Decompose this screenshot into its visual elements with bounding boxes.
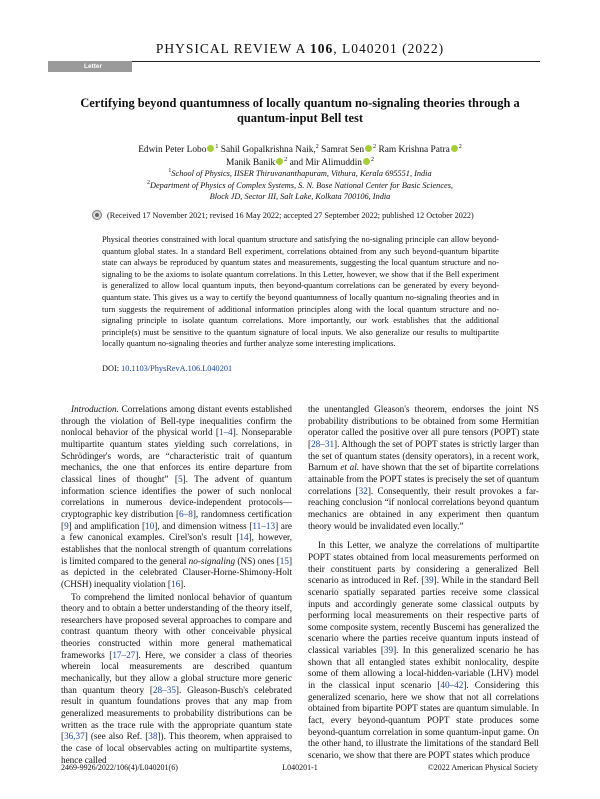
author-name[interactable]: Manik Banik <box>226 157 276 168</box>
author-name[interactable]: Sahil Gopalkrishna Naik, <box>220 145 316 155</box>
reference-link[interactable]: 36,37 <box>64 731 85 742</box>
orcid-icon[interactable] <box>276 158 283 165</box>
doi-line <box>102 364 232 373</box>
letter-badge: Letter <box>48 61 132 72</box>
author-name[interactable]: Samrat Sen <box>321 145 365 155</box>
affiliations: $^1$School of Physics, IISER Thiruvananthapuram, Vithura, Kerala 695551, India $^2$Department of Physics of Complex Systems, S. N. Bose National Center for Basic Sciences, Block JD, Sector III, Salt Lake, Kolkata 700106, India <box>146 168 454 201</box>
body-left-column <box>61 404 292 766</box>
orcid-icon[interactable] <box>451 145 458 152</box>
reference-link[interactable]: 11–13 <box>252 520 276 531</box>
author-name[interactable]: Mir Alimuddin <box>305 157 362 168</box>
reference-link[interactable]: 6–8 <box>179 508 193 519</box>
reference-link[interactable]: 17–27 <box>112 649 136 660</box>
affiliation-2: Department of Physics of Complex Systems, S. N. Bose National Center for Basic Sciences, <box>149 180 454 190</box>
reference-link[interactable]: 5 <box>177 473 183 484</box>
reference-link[interactable]: 32 <box>358 485 368 496</box>
received-dates: (Received 17 November 2021; revised 16 May 2022; accepted 27 September 2022; published 12 October 2022) <box>107 211 474 220</box>
reference-link[interactable]: 15 <box>279 555 289 566</box>
journal-volume: 106 <box>310 41 334 56</box>
orcid-icon[interactable] <box>365 145 372 152</box>
reference-link[interactable]: 28–31 <box>311 438 335 449</box>
author-name[interactable]: Ram Krishna Patra <box>378 145 450 155</box>
journal-name: PHYSICAL REVIEW A <box>155 41 306 56</box>
paragraph: the unentangled Gleason's theorem, endorses the joint NS probability distributions to be obtained from some Hermitian operator called the positive over all pure tensors (POPT) state [28–31]. Although the set of POPT states is strictly larger than the set of quantum states (density operators), in a recent work, Barnum et al. have shown that the set of bipartite correlations attainable from the POPT states is precisely the set of quantum correlations [32]. Consequently, their result provokes a far-reaching conclusion “if nonlocal correlations beyond quantum mechanics are obtained in any experiment then quantum theory would be invalidated even locally.” <box>308 404 539 531</box>
paragraph: To comprehend the limited nonlocal behavior of quantum theory and to obtain a better understanding of the theory itself, researchers have proposed several approaches to compare and contrast quantum theory with other conceivable physical theories constructed within more general mathematical frameworks [17–27]. Here, we consider a class of theories wherein local measurements are described quantum mechanically, but they allow a global structure more generic than quantum theory [28–35]. Gleason-Busch's celebrated result in quantum foundations proves that any map from generalized measurements to probability distributions can be written as the trace rule with the appropriate quantum state [36,37] (see also Ref. [38]). This theorem, when appraised to the case of local observables acting on multipartite systems, hence called <box>61 591 292 765</box>
reference-link[interactable]: 10 <box>145 520 155 531</box>
doi-link[interactable]: 10.1103/PhysRevA.106.L040201 <box>121 364 233 373</box>
paragraph: In this Letter, we analyze the correlations of multipartite POPT states obtained from local measurements performed on their constituent parts by considering a generalized Bell scenario as introduced in Ref. [39]. While in the standard Bell scenario spatially separated parties receive some classical inputs and accordingly generate some classical outputs by performing local measurements on their respective parts of some composite system, recently Buscemi has generalized the scenario where the parties receive quantum inputs instead of classical variables [39]. In this generalized scenario he has shown that all entangled states exhibit nonlocality, despite some of them allowing a local-hidden-variable (LHV) model in the classical input scenario [40–42]. Considering this generalized scenario, here we show that not all correlations obtained from bipartite POPT states are quantum simulable. In fact, every beyond-quantum POPT state produces some beyond-quantum correlation in some quantum-input game. On the other hand, to illustrate the limitations of the standard Bell scenario, we show that there are POPT states which produce <box>308 540 539 761</box>
doi-label: DOI: <box>102 364 120 373</box>
paragraph: Introduction. Correlations among distant events established through the violation of Bell-type inequalities confirm the nonlocal behavior of the physical world [1–4]. Nonseparable multipartite quantum states yielding such correlations, in Schrödinger's words, are “characteristic trait of quantum mechanics, the one that enforces its entire departure from classical lines of thought” [5]. The advent of quantum information science identifies the power of such nonlocal correlations in numerous device-independent protocols—cryptographic key distribution [6–8], randomness certification [9] and amplification [10], and dimension witness [11–13] are a few canonical examples. Cirel'son's result [14], however, establishes that the nonlocal strength of quantum correlations is limited compared to the general no-signaling (NS) ones [15] as depicted in the celebrated Clauser-Horne-Shimony-Holt (CHSH) inequality violation [16]. <box>61 404 293 589</box>
reference-link[interactable]: 14 <box>239 532 249 543</box>
abstract: Physical theories constrained with local quantum structure and satisfying the no-signaling principle can allow beyond-quantum global states. In a standard Bell experiment, correlations obtained from any such beyond-quantum bipartite state can always be reproduced by quantum states and measurements, suggesting the local quantum structure and no-signaling to be the axioms to isolate quantum correlations. In this Letter, however, we show that if the Bell experiment is generalized to allow local quantum inputs, then beyond-quantum correlations can be generated by every beyond-quantum state. This gives us a way to certify the beyond quantumness of locally quantum no-signaling theories and in turn suggests the requirement of additional information principles along with the local quantum structure and no-signaling principle to isolate quantum correlations. More importantly, our work establishes that the additional principle(s) must be sensitive to the quantum signature of local inputs. We also generalize our results to multipartite locally quantum no-signaling theories and further analyze some interesting implications. <box>102 235 499 349</box>
footer-copyright: ©2022 American Physical Society <box>427 763 538 772</box>
reference-link[interactable]: 39 <box>383 645 394 656</box>
reference-link[interactable]: 38 <box>148 731 158 742</box>
article-number-year: L040201 (2022) <box>342 41 445 56</box>
reference-link[interactable]: 9 <box>64 520 69 531</box>
check-for-updates-icon[interactable] <box>92 210 102 220</box>
footer-page-number: L040201-1 <box>282 763 318 772</box>
body-right-column <box>308 404 539 762</box>
footer-issn: 2469-9926/2022/106(4)/L040201(6) <box>61 763 178 772</box>
reference-link[interactable]: 28–35 <box>152 684 176 695</box>
header-rule <box>60 61 540 62</box>
article-title: Certifying beyond quantumness of locally quantum no-signaling theories through a quantum-input Bell test <box>80 96 520 125</box>
author-name[interactable]: Edwin Peter Lobo <box>138 145 207 155</box>
orcid-icon[interactable] <box>363 158 370 165</box>
affiliation-2-address: Block JD, Sector III, Salt Lake, Kolkata 700106, India <box>209 192 391 201</box>
reference-link[interactable]: 16 <box>170 578 181 589</box>
reference-link[interactable]: 40–42 <box>440 680 464 691</box>
reference-link[interactable]: 39 <box>424 575 434 586</box>
author-list: Edwin Peter Lobo $^1$ Sahil Gopalkrishna Naik,$^2$ Samrat Sen $^2$ Ram Krishna Patra $^2$ Manik Banik $^2$ and Mir Alimuddin $^2$ <box>138 143 462 168</box>
affiliation-1: School of Physics, IISER Thiruvananthapuram, Vithura, Kerala 695551, India <box>171 169 432 178</box>
journal-header: PHYSICAL REVIEW A 106, L040201 (2022) <box>155 41 445 56</box>
reference-link[interactable]: 1–4 <box>218 427 233 438</box>
orcid-icon[interactable] <box>207 145 214 152</box>
